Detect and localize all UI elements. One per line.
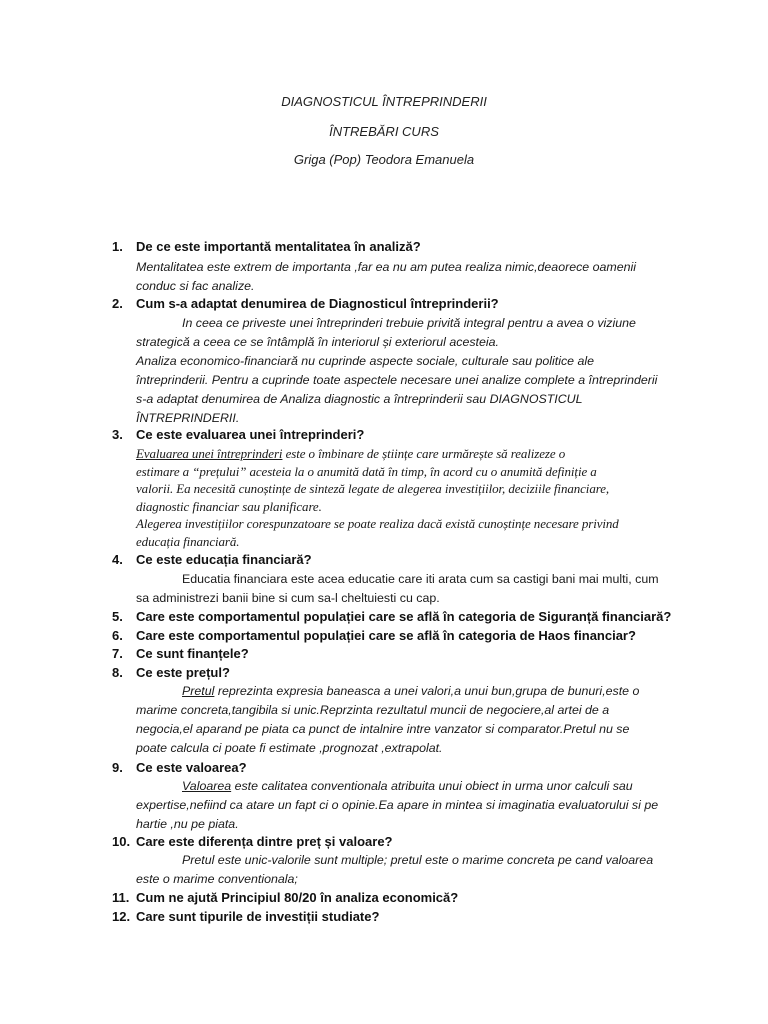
question-number: 1. (112, 239, 123, 254)
question-7 (112, 645, 672, 663)
question-number: 6. (112, 628, 123, 643)
question-1 (112, 238, 672, 256)
answer-3 (136, 445, 681, 550)
question-text: Ce este evaluarea unei întreprinderi? (136, 427, 365, 442)
question-number: 12. (112, 909, 131, 924)
question-number: 7. (112, 646, 123, 661)
answer-line: Alegerea investițiilor corespunzatoare se poate realiza dacă există cunoștințe necesare privind (136, 516, 619, 531)
answer-term: Evaluarea unei întreprinderi (136, 446, 283, 461)
answer-line: ÎNTREPRINDERII. (136, 411, 240, 425)
answer-line: este calitatea conventionala atribuita unui obiect in urma unor calculi sau (231, 779, 633, 793)
answer-line: reprezinta expresia baneasca a unei valori,a unui bun,grupa de bunuri,este o (214, 684, 640, 698)
answer-line: este o marime conventionala; (136, 872, 298, 886)
document-author: Griga (Pop) Teodora Emanuela (293, 152, 475, 167)
question-9 (112, 759, 672, 777)
question-text: Care sunt tipurile de investiții studiate? (136, 909, 380, 924)
answer-line: poate calcula ci poate fi estimate ,prognozat ,extrapolat. (136, 741, 443, 755)
answer-2 (136, 314, 681, 428)
question-text: Cum ne ajută Principiul 80/20 în analiza economică? (136, 890, 459, 905)
answer-line: Analiza economico-financiară nu cuprinde aspecte sociale, culturale sau politice ale (136, 354, 595, 368)
answer-line: conduc si fac analize. (136, 279, 255, 293)
question-text: Ce este educația financiară? (136, 552, 312, 567)
answer-line: întreprinderii. Pentru a cuprinde toate aspectele necesare unei analize complete a întreprinderii (136, 373, 658, 387)
answer-9 (136, 777, 681, 834)
answer-line: hartie ,nu pe piata. (136, 817, 239, 831)
question-text: Cum s-a adaptat denumirea de Diagnosticul întreprinderii? (136, 296, 499, 311)
question-11 (112, 889, 672, 907)
question-text: Ce este prețul? (136, 665, 230, 680)
answer-line: diagnostic financiar sau planificare. (136, 498, 322, 514)
question-number: 4. (112, 552, 123, 567)
question-5 (112, 608, 672, 626)
answer-line: valorii. Ea necesită cunoștințe de sinteză legate de alegerea investițiilor, deciziile financiare, (136, 481, 610, 496)
answer-4 (136, 570, 681, 608)
answer-term: Pretul (182, 684, 215, 698)
answer-line: estimare a “prețului” acesteia la o anumită dată în timp, în acord cu o anumită definiție a (136, 463, 597, 479)
question-text: Care este comportamentul populației care se află în categoria de Haos financiar? (136, 628, 636, 643)
question-number: 9. (112, 760, 123, 775)
answer-line: educația financiară. (136, 533, 240, 549)
answer-1 (136, 258, 681, 296)
question-number: 5. (112, 609, 123, 624)
answer-line: negocia,el aparand pe piata ca punct de intalnire intre vanzator si comparator.Pretul nu se (136, 722, 630, 736)
question-8 (112, 664, 672, 682)
answer-8 (136, 682, 681, 758)
answer-line: s-a adaptat denumirea de Analiza diagnostic a întreprinderii sau DIAGNOSTICUL (136, 392, 583, 406)
question-number: 2. (112, 296, 123, 311)
question-12 (112, 908, 672, 926)
answer-line: strategică a ceea ce se întâmplă în interiorul și exteriorul acesteia. (136, 335, 499, 349)
answer-line: Mentalitatea este extrem de importanta ,far ea nu am putea realiza nimic,deaorece oamenii (136, 260, 637, 274)
question-number: 10. (112, 834, 131, 849)
question-number: 3. (112, 427, 123, 442)
answer-line: marime concreta,tangibila si unic.Reprzinta rezultatul muncii de negociere,al artei de a (136, 703, 610, 717)
answer-line: este o îmbinare de științe care urmărește să realizeze o (282, 446, 566, 461)
answer-line: Educatia financiara este acea educatie care iti arata cum sa castigi bani mai multi, cum (182, 572, 659, 586)
question-10 (112, 833, 672, 851)
question-2 (112, 295, 672, 313)
document-title: DIAGNOSTICUL ÎNTREPRINDERII (281, 94, 487, 109)
question-number: 11. (112, 890, 130, 905)
answer-line: Pretul este unic-valorile sunt multiple; pretul este o marime concreta pe cand valoarea (182, 853, 654, 867)
document-subtitle: ÎNTREBĂRI CURS (329, 124, 439, 139)
question-text: Ce este valoarea? (136, 760, 247, 775)
answer-line: expertise,nefiind ca atare un fapt ci o opinie.Ea apare in mintea si imaginatia evaluatorului si pe (136, 798, 659, 812)
question-text: Care este comportamentul populației care se află în categoria de Siguranță financiară? (136, 609, 672, 624)
question-text: De ce este importantă mentalitatea în analiză? (136, 239, 421, 254)
question-number: 8. (112, 665, 123, 680)
question-text: Care este diferența dintre preț și valoare? (136, 834, 393, 849)
answer-10 (136, 851, 681, 889)
answer-line: sa administrezi banii bine si cum sa-l cheltuiesti cu cap. (136, 591, 440, 605)
question-4 (112, 551, 672, 569)
question-text: Ce sunt finanțele? (136, 646, 249, 661)
question-6 (112, 627, 672, 645)
question-3 (112, 426, 672, 444)
answer-term: Valoarea (182, 779, 232, 793)
answer-line: In ceea ce priveste unei întreprinderi trebuie privită integral pentru a avea o viziune (182, 316, 636, 330)
